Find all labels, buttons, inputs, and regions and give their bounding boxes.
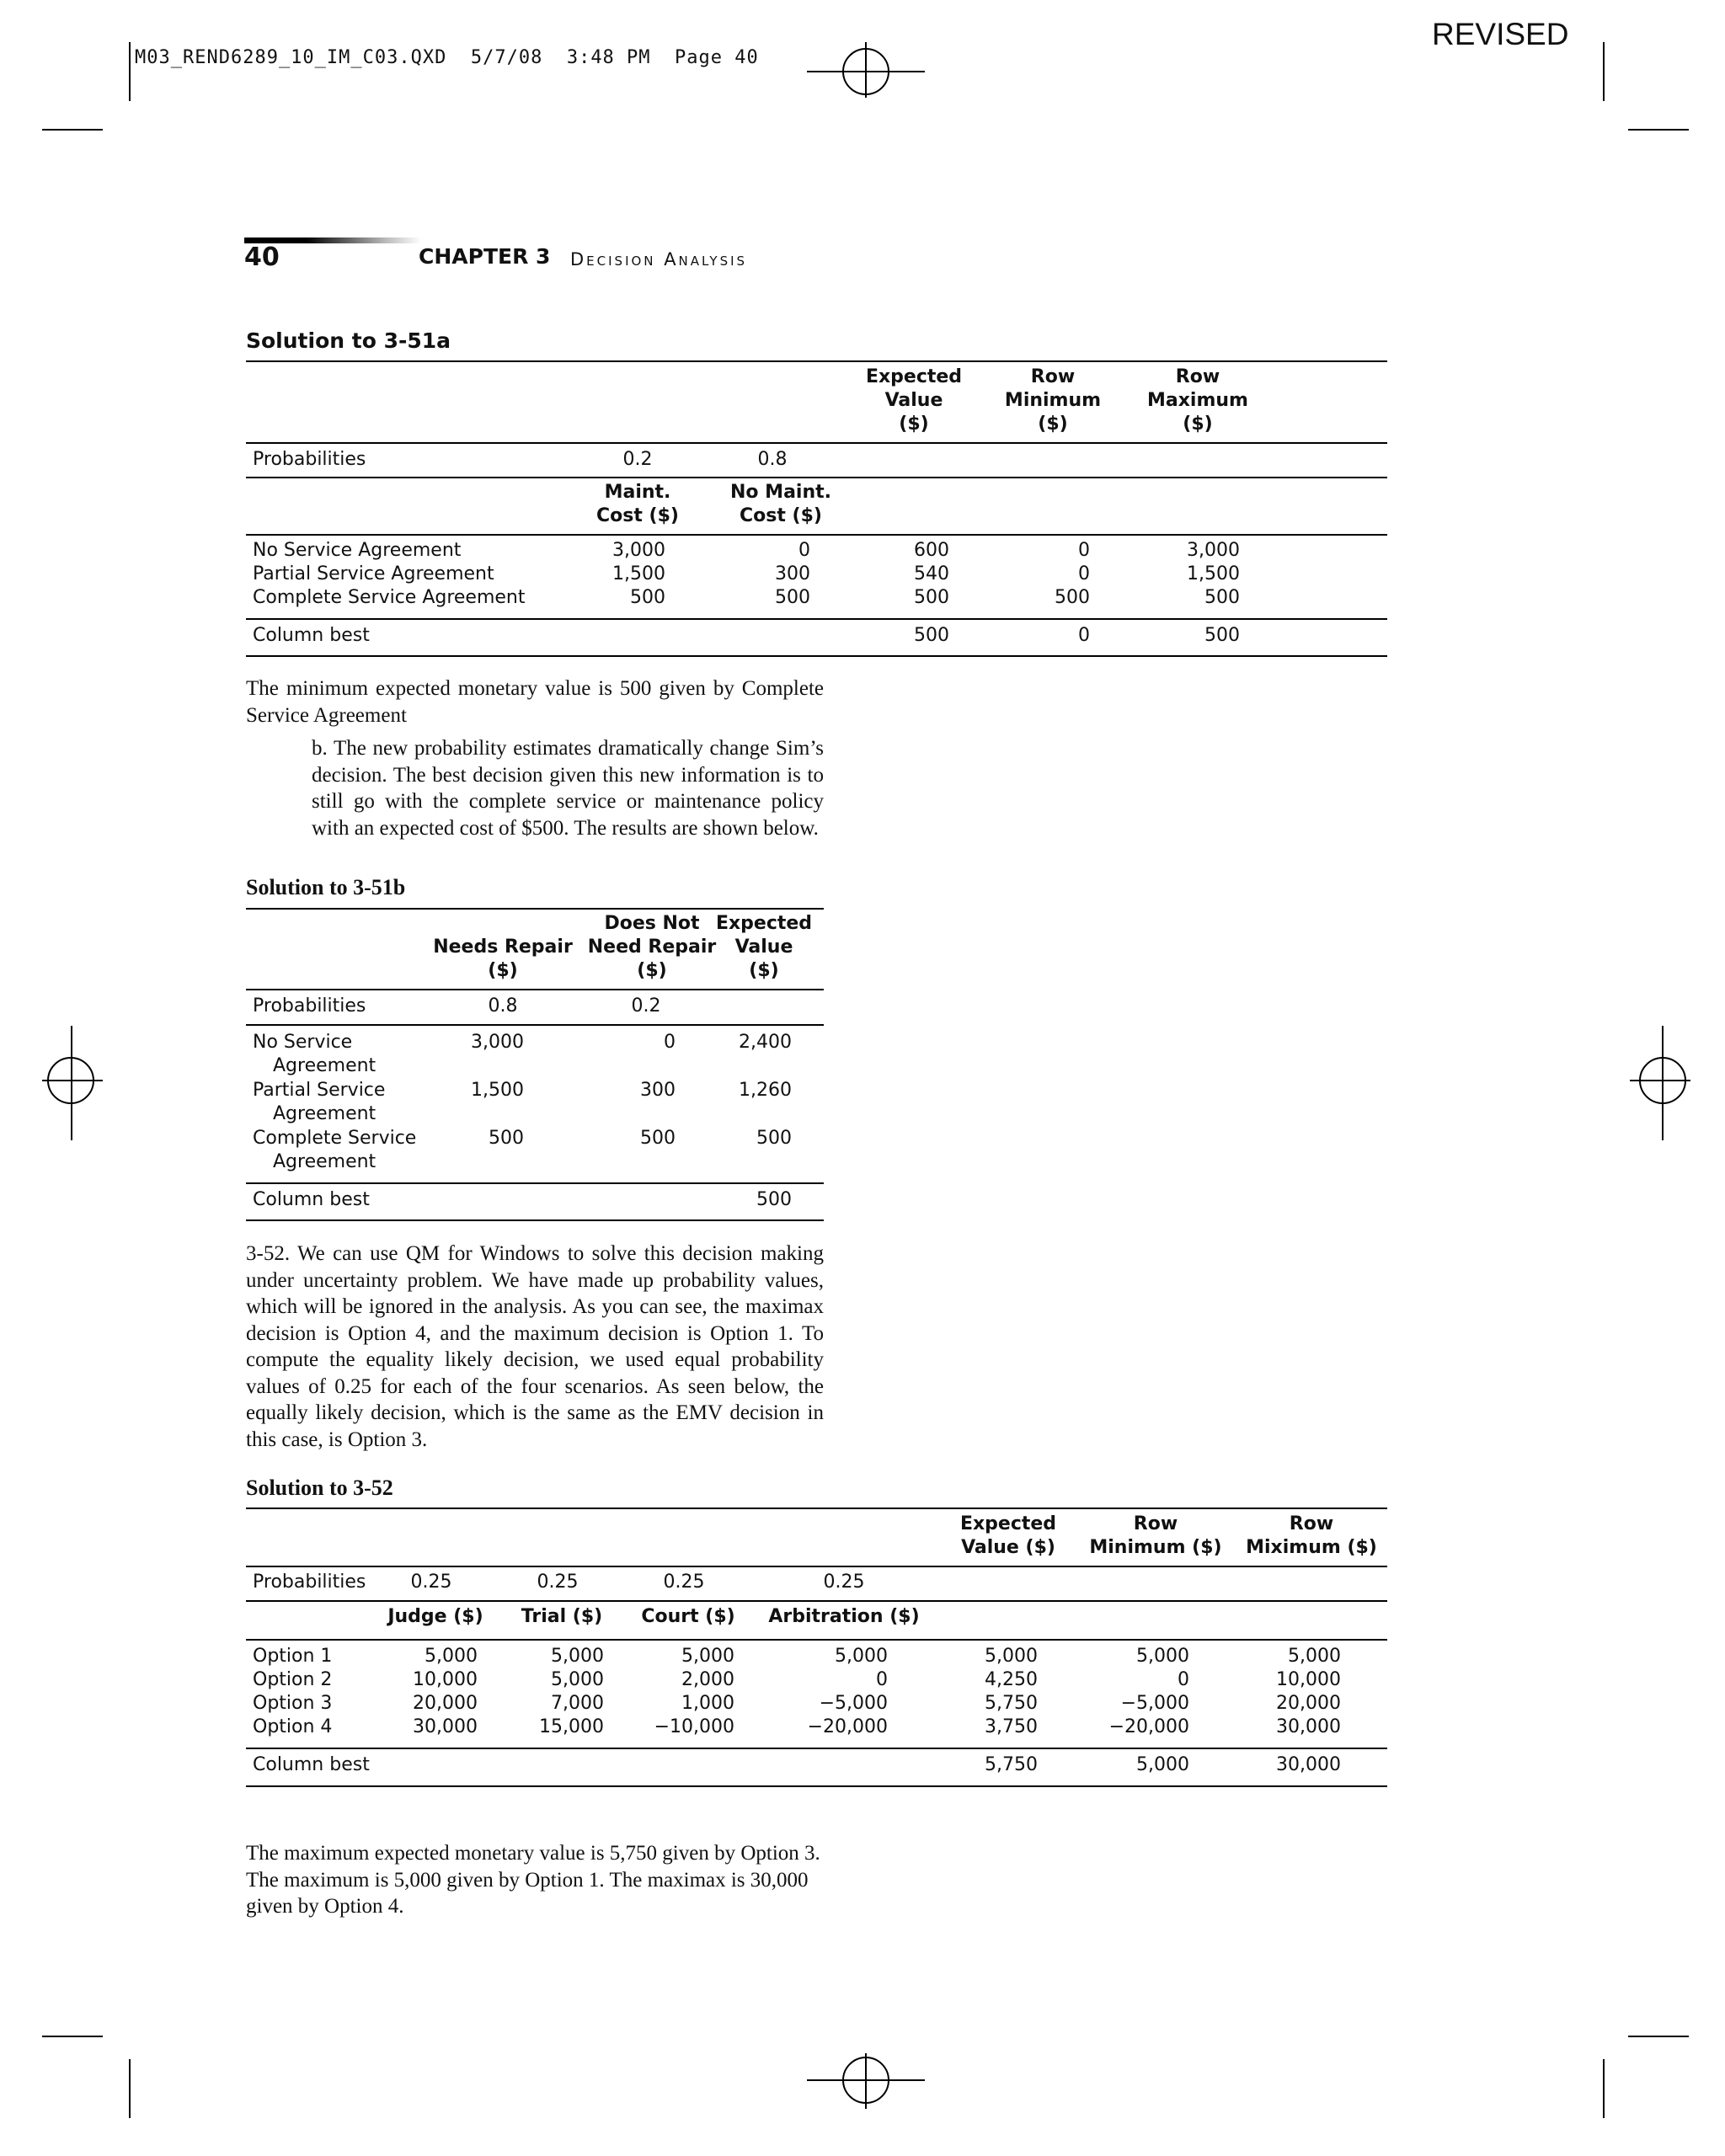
row-label: Partial Service [253,1080,386,1101]
probability-value: 0.8 [488,995,518,1017]
header-text: Cost ($) [740,505,822,526]
header-no-maint-cost: No Maint. [729,482,831,503]
cell-value: −5,000 [819,1693,888,1714]
cell-value: 500 [775,587,810,608]
header-row-maximum: Row [1175,366,1220,387]
cell-value: 300 [775,563,810,584]
header-trial: Trial ($) [521,1606,603,1627]
cell-value: 500 [1204,587,1240,608]
cell-value: −20,000 [807,1716,888,1737]
cell-value: 5,000 [681,1646,734,1667]
header-text: Cost ($) [596,505,679,526]
header-expected-value: Expected [959,1513,1057,1534]
cell-value: 3,000 [471,1032,524,1053]
cell-value: 5,750 [985,1693,1038,1714]
header-text: ($) [488,960,518,981]
header-text: Value [734,937,793,958]
table-52 [246,1506,1387,1792]
header-text: Miximum ($) [1246,1537,1377,1558]
cell-value: 500 [756,1128,792,1149]
cell-value: 10,000 [1276,1669,1341,1690]
row-label: Option 4 [253,1716,333,1737]
header-row-minimum: Row [1133,1513,1178,1534]
header-text: Maximum [1147,390,1248,411]
column-best-label: Column best [253,1189,370,1210]
cell-value: 20,000 [413,1693,478,1714]
cell-value: 2,400 [739,1032,792,1053]
chapter-label: CHAPTER 3 [419,244,551,269]
cell-value: 5,000 [985,1646,1038,1667]
row-label: Partial Service Agreement [253,563,494,584]
cell-value: 0 [664,1032,676,1053]
section-title-51a: Solution to 3-51a [246,328,451,353]
cell-value: 30,000 [1276,1754,1341,1775]
probability-value: 0.25 [410,1572,452,1593]
cell-value: 0 [1178,1669,1189,1690]
cell-value: 500 [489,1128,524,1149]
row-label: No Service [253,1032,353,1053]
cell-value: 5,000 [835,1646,888,1667]
header-text: ($) [749,960,779,981]
cell-value: 0 [798,540,810,561]
cell-value: 20,000 [1276,1693,1341,1714]
paragraph-52: 3-52. We can use QM for Windows to solve this decision making under uncertainty problem. We have made up probability values, which will be ignored in the analysis. As you can see, the maximax decision is Option 4, and the maximum decision is Option 1. To compute the equality likely decision, we used equal probability values of 0.25 for each of the four scenarios. As seen below, the equally likely decision, which is the same as the EMV decision in this case, is Option 3. [246,1242,824,1451]
cell-value: 500 [914,587,949,608]
cell-value: 500 [640,1128,676,1149]
header-text: Value ($) [961,1537,1055,1558]
table-51a [246,359,1387,662]
paragraph-51b: b. The new probability estimates dramatically change Sim’s decision. The best decision given this new information is to still go with the complete service or maintenance policy with an expected cost of $500. The results are shown below. [312,737,824,840]
header-judge: Judge ($) [387,1606,483,1627]
header-expected-value: Expected [715,913,813,934]
header-text: ($) [1183,414,1213,435]
cell-value: 500 [914,625,949,646]
probability-value: 0.2 [622,449,653,470]
row-label: Option 2 [253,1669,333,1690]
row-label: No Service Agreement [253,540,462,561]
cell-value: 0 [1078,563,1090,584]
cell-value: 1,000 [681,1693,734,1714]
cell-value: 3,750 [985,1716,1038,1737]
cell-value: −20,000 [1108,1716,1189,1737]
header-text: Minimum [1004,390,1102,411]
paragraph-52-result: The maximum expected monetary value is 5,750 given by Option 3. The maximum is 5,000 given by Option 1. The maximax is 30,000 given by Option 4. [246,1842,820,1918]
cell-value: 30,000 [1276,1716,1341,1737]
cell-value: 10,000 [413,1669,478,1690]
probability-value: 0.2 [631,995,661,1017]
cell-value: 1,500 [1187,563,1240,584]
section-title-51b: Solution to 3-51b [246,875,406,899]
header-court: Court ($) [641,1606,735,1627]
cell-value: 3,000 [1187,540,1240,561]
cell-value: 5,000 [551,1646,604,1667]
header-does-not-need-repair: Does Not [604,913,700,934]
cell-value: 500 [756,1189,792,1210]
cell-value: 1,500 [612,563,665,584]
row-label: Agreement [273,1103,377,1124]
column-best-label: Column best [253,625,370,646]
column-best-label: Column best [253,1754,370,1775]
probability-value: 0.25 [537,1572,579,1593]
revised-stamp: REVISED [1432,17,1569,51]
probability-value: 0.8 [757,449,788,470]
header-row-minimum: Row [1030,366,1076,387]
row-label: Complete Service [253,1128,417,1149]
cell-value: 500 [630,587,665,608]
header-arbitration: Arbitration ($) [768,1606,920,1627]
cell-value: 15,000 [539,1716,604,1737]
cell-value: 3,000 [612,540,665,561]
header-text: ($) [899,414,929,435]
cell-value: 5,000 [425,1646,478,1667]
cell-value: 500 [1204,625,1240,646]
cell-value: 2,000 [681,1669,734,1690]
probability-value: 0.25 [823,1572,865,1593]
cell-value: 30,000 [413,1716,478,1737]
header-text: ($) [637,960,667,981]
probabilities-label: Probabilities [253,995,366,1017]
header-needs-repair: Needs Repair [433,937,573,958]
cell-value: 0 [1078,625,1090,646]
page-number: 40 [244,243,280,272]
header-row-maximum: Row [1289,1513,1334,1534]
paragraph-51a-result: The minimum expected monetary value is 500 given by Complete Service Agreement [246,677,824,727]
cell-value: 5,750 [985,1754,1038,1775]
table-51b [246,906,824,1226]
cell-value: 0 [876,1669,888,1690]
probabilities-label: Probabilities [253,1572,366,1593]
cell-value: 540 [914,563,949,584]
cell-value: 5,000 [1288,1646,1341,1667]
file-slug: M03_REND6289_10_IM_C03.QXD 5/7/08 3:48 PM Page 40 [135,47,759,68]
header-expected-value: Expected [865,366,963,387]
cell-value: 7,000 [551,1693,604,1714]
cell-value: −5,000 [1120,1693,1189,1714]
probabilities-label: Probabilities [253,449,366,470]
cell-value: 5,000 [1136,1754,1189,1775]
probability-value: 0.25 [663,1572,705,1593]
header-text: Minimum ($) [1089,1537,1222,1558]
cell-value: 4,250 [985,1669,1038,1690]
cell-value: −10,000 [654,1716,734,1737]
header-text: Value [884,390,943,411]
chapter-title: Decision Analysis [570,249,748,270]
row-label: Option 1 [253,1646,333,1667]
header-text: ($) [1038,414,1068,435]
cell-value: 300 [640,1080,676,1101]
row-label: Agreement [273,1055,377,1076]
cell-value: 5,000 [551,1669,604,1690]
header-maint-cost: Maint. [604,482,671,503]
section-title-52: Solution to 3-52 [246,1476,393,1500]
row-label: Complete Service Agreement [253,587,526,608]
cell-value: 5,000 [1136,1646,1189,1667]
cell-value: 600 [914,540,949,561]
cell-value: 500 [1055,587,1090,608]
cell-value: 0 [1078,540,1090,561]
cell-value: 1,260 [739,1080,792,1101]
header-text: Need Repair [587,937,717,958]
row-label: Option 3 [253,1693,333,1714]
row-label: Agreement [273,1151,377,1172]
cell-value: 1,500 [471,1080,524,1101]
